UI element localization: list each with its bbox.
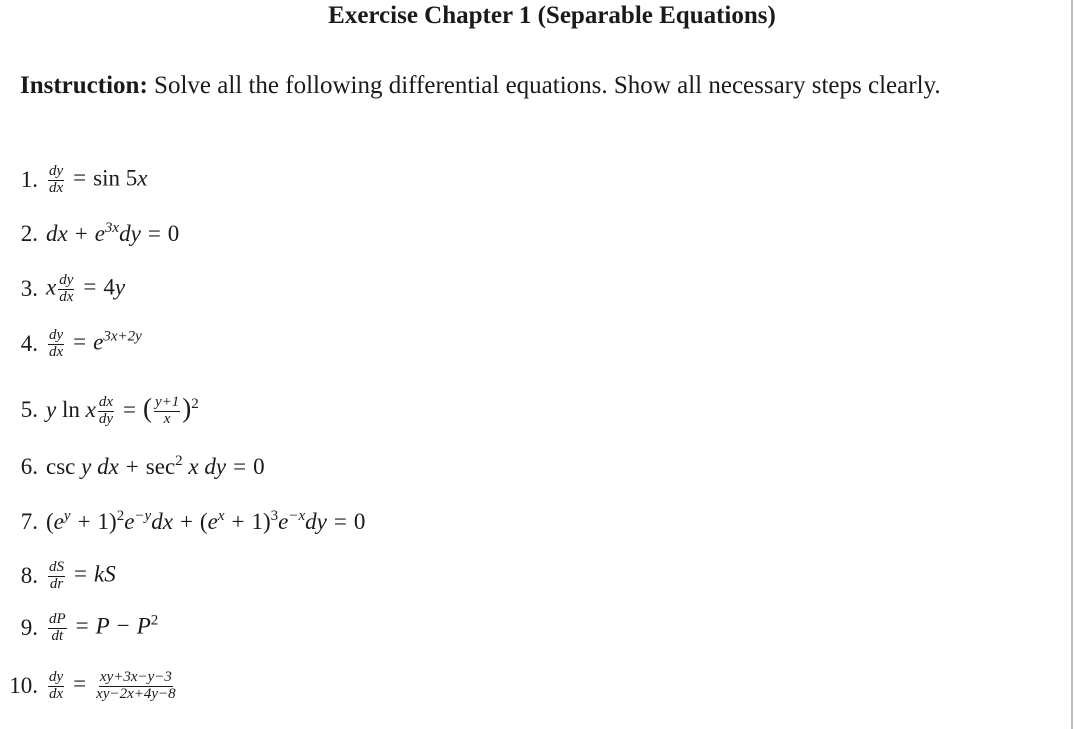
equation: $\frac{dy}{dx}$ = sin 5x — [49, 162, 148, 196]
exercise-5 — [0, 390, 199, 430]
exercise-4 — [0, 324, 142, 364]
equation: y ln x $\frac{dx}{dy}$ = ( $\frac{y+1}{x}$ )$^2$ — [46, 392, 199, 427]
equation: $\frac{dy}{dx}$ = $\frac{xy+3x-y-3}{xy-2x+4y-8}$ — [49, 668, 176, 702]
exercise-number: 3. — [20, 276, 38, 301]
page-edge-rule — [1071, 0, 1073, 729]
exercise-number: 5. — [20, 397, 38, 422]
equation: $(e^y + 1)^2e^{-y}dx + (e^x + 1)^3e^{-x}dy = 0$ — [46, 508, 366, 534]
equation: $\frac{dS}{dr}$ = kS — [49, 558, 116, 592]
exercise-10 — [0, 666, 179, 706]
exercise-number: 6. — [20, 454, 38, 479]
exercise-6 — [0, 447, 265, 487]
exercise-3 — [0, 269, 125, 309]
equation: dx + $e^{3x}dy = 0$ — [46, 220, 180, 246]
instruction-text: Solve all the following differential equations. Show all necessary steps clearly. — [154, 72, 941, 99]
exercise-number: 2. — [20, 221, 38, 246]
exercise-number: 10. — [9, 673, 38, 698]
instruction-label: Instruction: — [20, 72, 148, 99]
exercise-number: 7. — [20, 509, 38, 534]
exercise-number: 8. — [20, 563, 38, 588]
exercise-number: 4. — [20, 331, 38, 356]
equation: x $\frac{dy}{dx}$ = 4y — [46, 271, 126, 305]
exercise-2 — [0, 214, 179, 254]
exercise-8 — [0, 556, 116, 596]
exercise-number: 1. — [20, 167, 38, 192]
equation: csc y dx + $\sec^2 x$ dy = 0 — [46, 453, 265, 479]
equation: $\frac{dP}{dt}$ = $P - P^2$ — [49, 610, 159, 644]
exercise-1 — [0, 160, 147, 200]
exercise-9 — [0, 608, 158, 648]
exercise-7 — [0, 502, 365, 542]
equation: $\frac{dy}{dx}$ = $e^{3x+2y}$ — [49, 326, 142, 360]
exercise-number: 9. — [20, 615, 38, 640]
page-title: Exercise Chapter 1 (Separable Equations) — [328, 2, 776, 29]
